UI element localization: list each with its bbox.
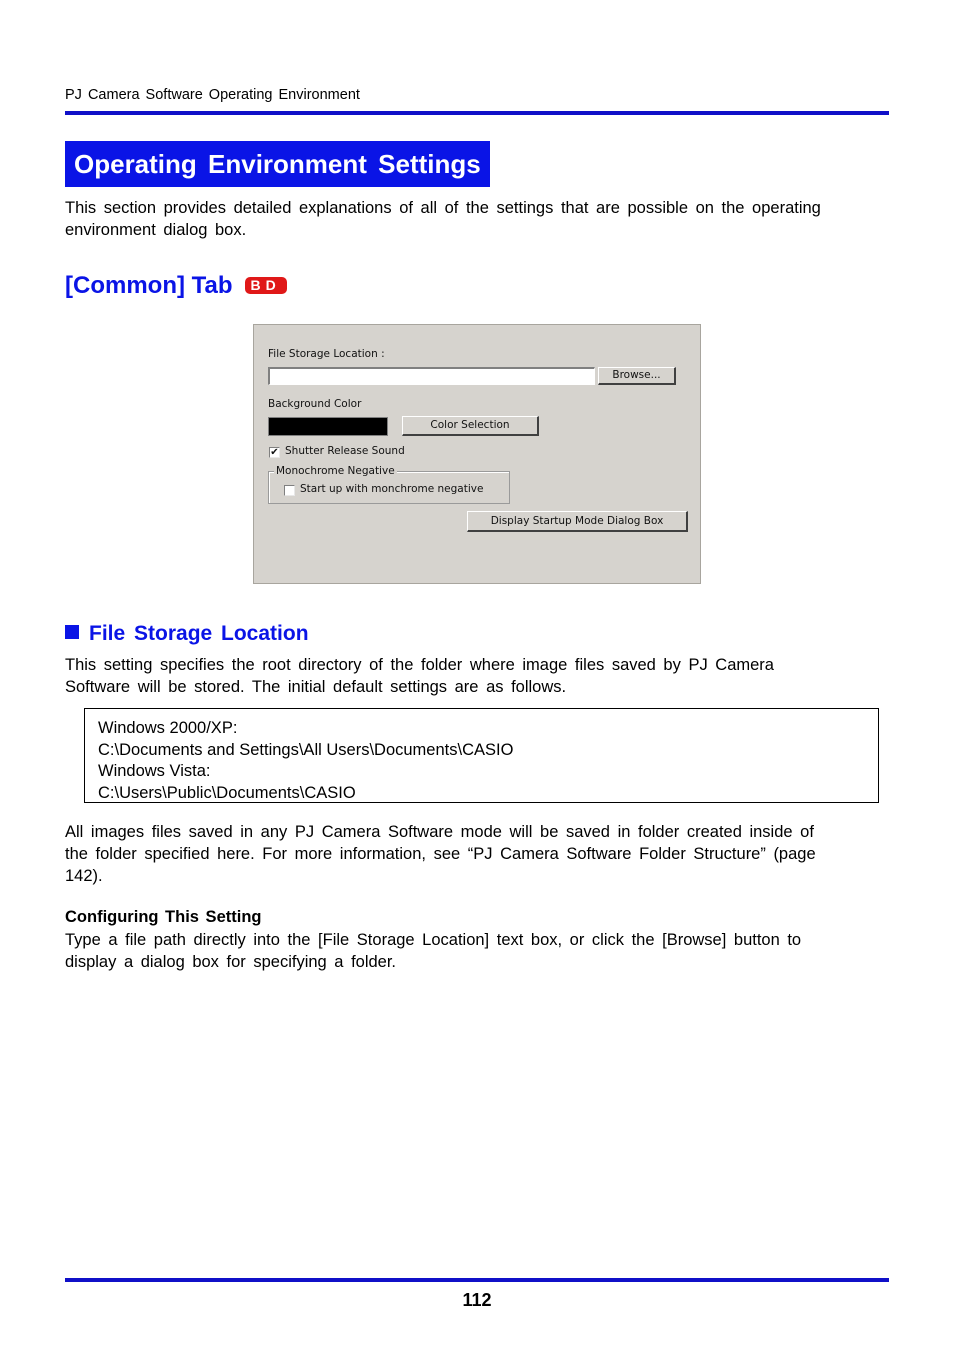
display-startup-mode-button[interactable]: Display Startup Mode Dialog Box [467,511,688,532]
path-line: Windows 2000/XP: [98,719,238,737]
page-number: 112 [462,1290,492,1310]
background-color-swatch [268,417,388,436]
configuring-paragraph: Type a file path directly into the [File Storage Location] text box, or click the [Browse] button to display a dialog box for specifying a folder. [65,931,802,971]
configuring-heading: Configuring This Setting [65,908,262,926]
square-bullet-icon [65,625,79,639]
shutter-sound-label: Shutter Release Sound [285,445,405,457]
file-storage-heading [65,620,309,648]
monochrome-startup-label: Start up with monchrome negative [300,483,484,495]
monochrome-startup-checkbox[interactable] [284,485,295,496]
common-tab-heading-text: [Common] Tab [65,272,233,299]
common-tab-heading [65,270,287,302]
monochrome-group-title: Monochrome Negative [276,465,395,477]
path-line: C:\Documents and Settings\All Users\Documents\CASIO [98,740,514,759]
settings-dialog [253,324,701,584]
header-rule [65,111,889,115]
running-header: PJ Camera Software Operating Environment [65,87,360,103]
bd-badge: BD [245,277,287,294]
path-line: Windows Vista: [98,762,211,780]
folder-structure-paragraph: All images files saved in any PJ Camera Software mode will be saved in folder created inside of the folder specified here. For more information, see “PJ Camera Software Folder Structure” (page 142). [65,823,816,885]
shutter-sound-checkbox[interactable]: ✔ [270,447,279,458]
color-selection-button[interactable]: Color Selection [402,416,539,436]
intro-paragraph: This section provides detailed explanations of all of the settings that are possible on the operating environment dialog box. [65,199,821,239]
file-storage-paragraph: This setting specifies the root directory of the folder where image files saved by PJ Camera Software will be stored. The initial default settings are as follows. [65,656,774,696]
page-title: Operating Environment Settings [65,141,490,187]
path-line: C:\Users\Public\Documents\CASIO [98,783,356,802]
file-storage-heading-text: File Storage Location [89,622,309,645]
file-storage-input[interactable] [268,367,595,385]
footer-rule [65,1278,889,1282]
background-color-label: Background Color [268,398,362,410]
default-paths-box [84,708,879,803]
file-storage-label: File Storage Location : [268,348,385,360]
browse-button[interactable]: Browse... [598,367,676,385]
